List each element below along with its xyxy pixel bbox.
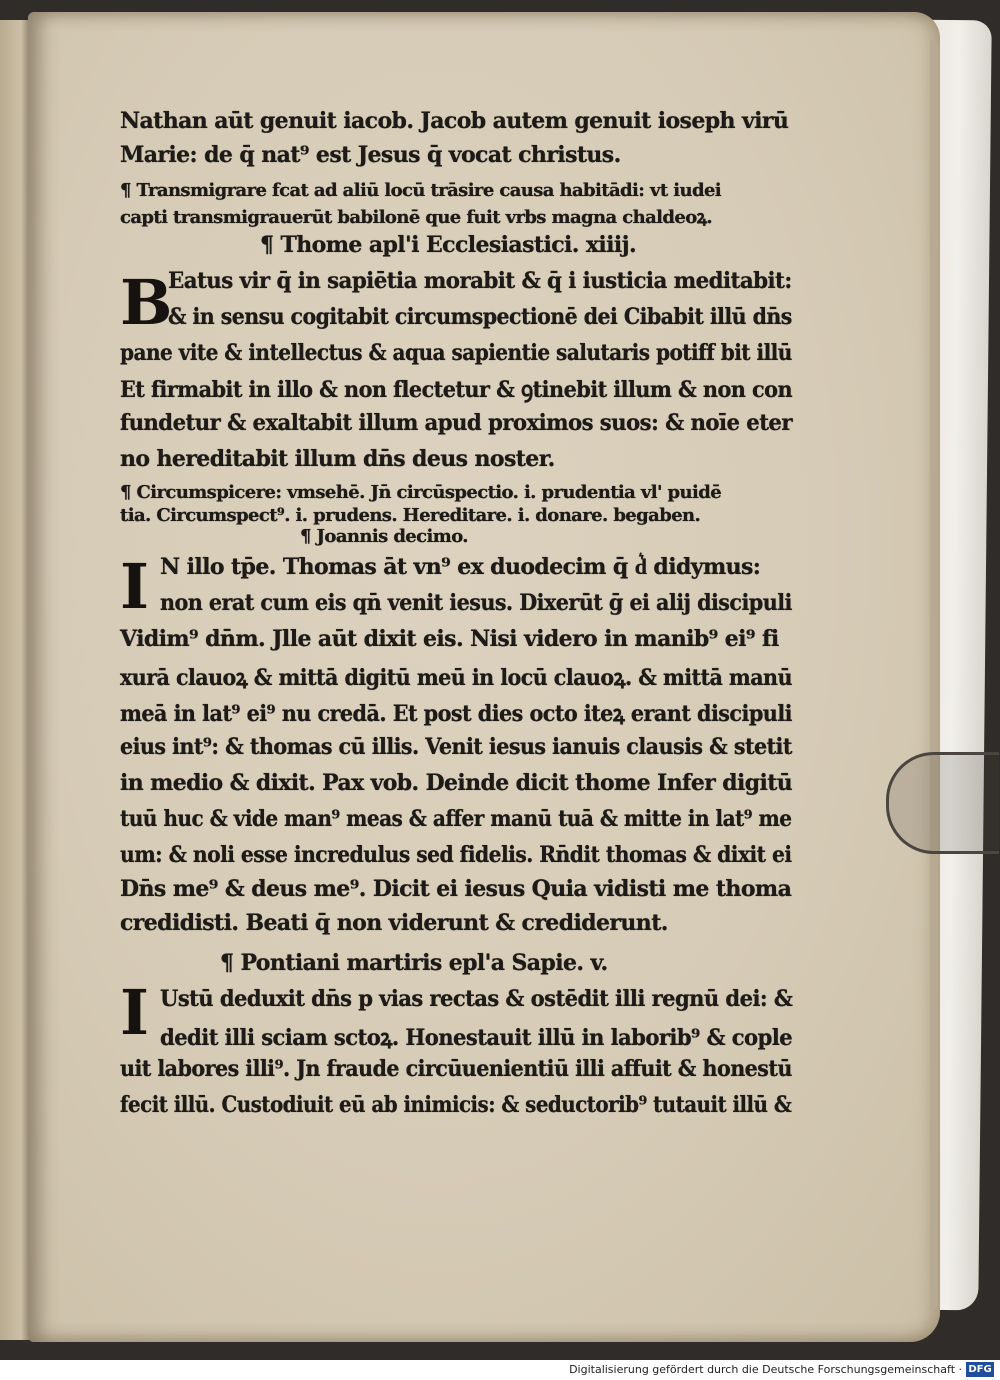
section-heading: ¶ Thome apl'i Ecclesiastici. xiiij.: [260, 232, 637, 258]
text-line: meā in lat⁹ ei⁹ nu credā. Et post dies octo iteꝝ erant discipuli: [120, 701, 792, 727]
text-line: non erat cum eis qn̄ venit iesus. Dixerūt ḡ ei alij discipuli: [160, 590, 792, 616]
text-line: Vidim⁹ dn̄m. Jlle aūt dixit eis. Nisi videro in manib⁹ ei⁹ fi: [120, 626, 779, 652]
section-heading: ¶ Joannis decimo.: [300, 526, 468, 547]
page-clip: [886, 752, 999, 854]
text-line: & in sensu cogitabit circumspectionē dei Cibabit illū dn̄s: [168, 304, 792, 330]
section-heading: ¶ Pontiani martiris epl'a Sapie. v.: [220, 950, 608, 976]
text-line: dedit illi sciam sctoꝝ. Honestauit illū in laborib⁹ & cople: [160, 1025, 793, 1051]
text-line: Nathan aūt genuit iacob. Jacob autem genuit ioseph virū: [120, 108, 789, 134]
text-line: tia. Circumspect⁹. i. prudens. Hereditare. i. donare. begaben.: [120, 505, 701, 526]
text-line: ¶ Circumspicere: vmsehē. Jn̄ circūspectio. i. prudentia vl' puidē: [120, 482, 722, 503]
text-line: credidisti. Beati q̄ non viderunt & crediderunt.: [120, 910, 668, 936]
funding-credit: Digitalisierung gefördert durch die Deutsche Forschungsgemeinschaft ·: [569, 1363, 962, 1376]
left-page-edge: [0, 20, 30, 1340]
text-line: N illo tp̄e. Thomas āt vn⁹ ex duodecim q̄ d͛ didymus:: [160, 554, 761, 580]
text-line: no hereditabit illum dn̄s deus noster.: [120, 446, 555, 472]
text-line: xurā clauoꝝ & mittā digitū meū in locū clauoꝝ. & mittā manū: [120, 665, 792, 691]
text-line: ¶ Transmigrare fcat ad aliū locū trāsire causa habitādi: vt iudei: [120, 180, 722, 201]
text-line: fundetur & exaltabit illum apud proximos suos: & noīe eter: [120, 410, 792, 436]
text-line: Et firmabit in illo & non flectetur & ꝯtinebit illum & non con: [120, 377, 793, 403]
text-line: eius int⁹: & thomas cū illis. Venit iesus ianuis clausis & stetit: [120, 734, 792, 760]
text-line: pane vite & intellectus & aqua sapientie salutaris potiff bit illū: [120, 340, 792, 366]
text-line: Ustū deduxit dn̄s p vias rectas & ostēdit illi regnū dei: &: [160, 986, 793, 1012]
text-line: Dn̄s me⁹ & deus me⁹. Dicit ei iesus Quia vidisti me thoma: [120, 876, 792, 902]
text-line: uit labores illi⁹. Jn fraude circūuenientiū illi affuit & honestū: [120, 1056, 792, 1082]
text-line: um: & noli esse incredulus sed fidelis. Rn̄dit thomas & dixit ei: [120, 842, 792, 868]
dfg-logo: DFG: [966, 1362, 994, 1377]
text-line: tuū huc & vide man⁹ meas & affer manū tuā & mitte in lat⁹ me: [120, 806, 792, 832]
drop-capital: I: [120, 550, 150, 623]
drop-capital: B: [120, 266, 173, 339]
text-line: in medio & dixit. Pax vob. Deinde dicit thome Infer digitū: [120, 770, 793, 796]
text-line: Marie: de q̄ nat⁹ est Jesus q̄ vocat christus.: [120, 142, 621, 168]
text-line: Eatus vir q̄ in sapiētia morabit & q̄ i iusticia meditabit:: [168, 268, 792, 294]
text-line: capti transmigrauerūt babilonē que fuit vrbs magna chaldeoꝝ.: [120, 207, 713, 228]
page-edge: [930, 40, 938, 1310]
drop-capital: I: [120, 976, 150, 1049]
text-line: fecit illū. Custodiuit eū ab inimicis: & seductorib⁹ tutauit illū &: [120, 1092, 792, 1118]
